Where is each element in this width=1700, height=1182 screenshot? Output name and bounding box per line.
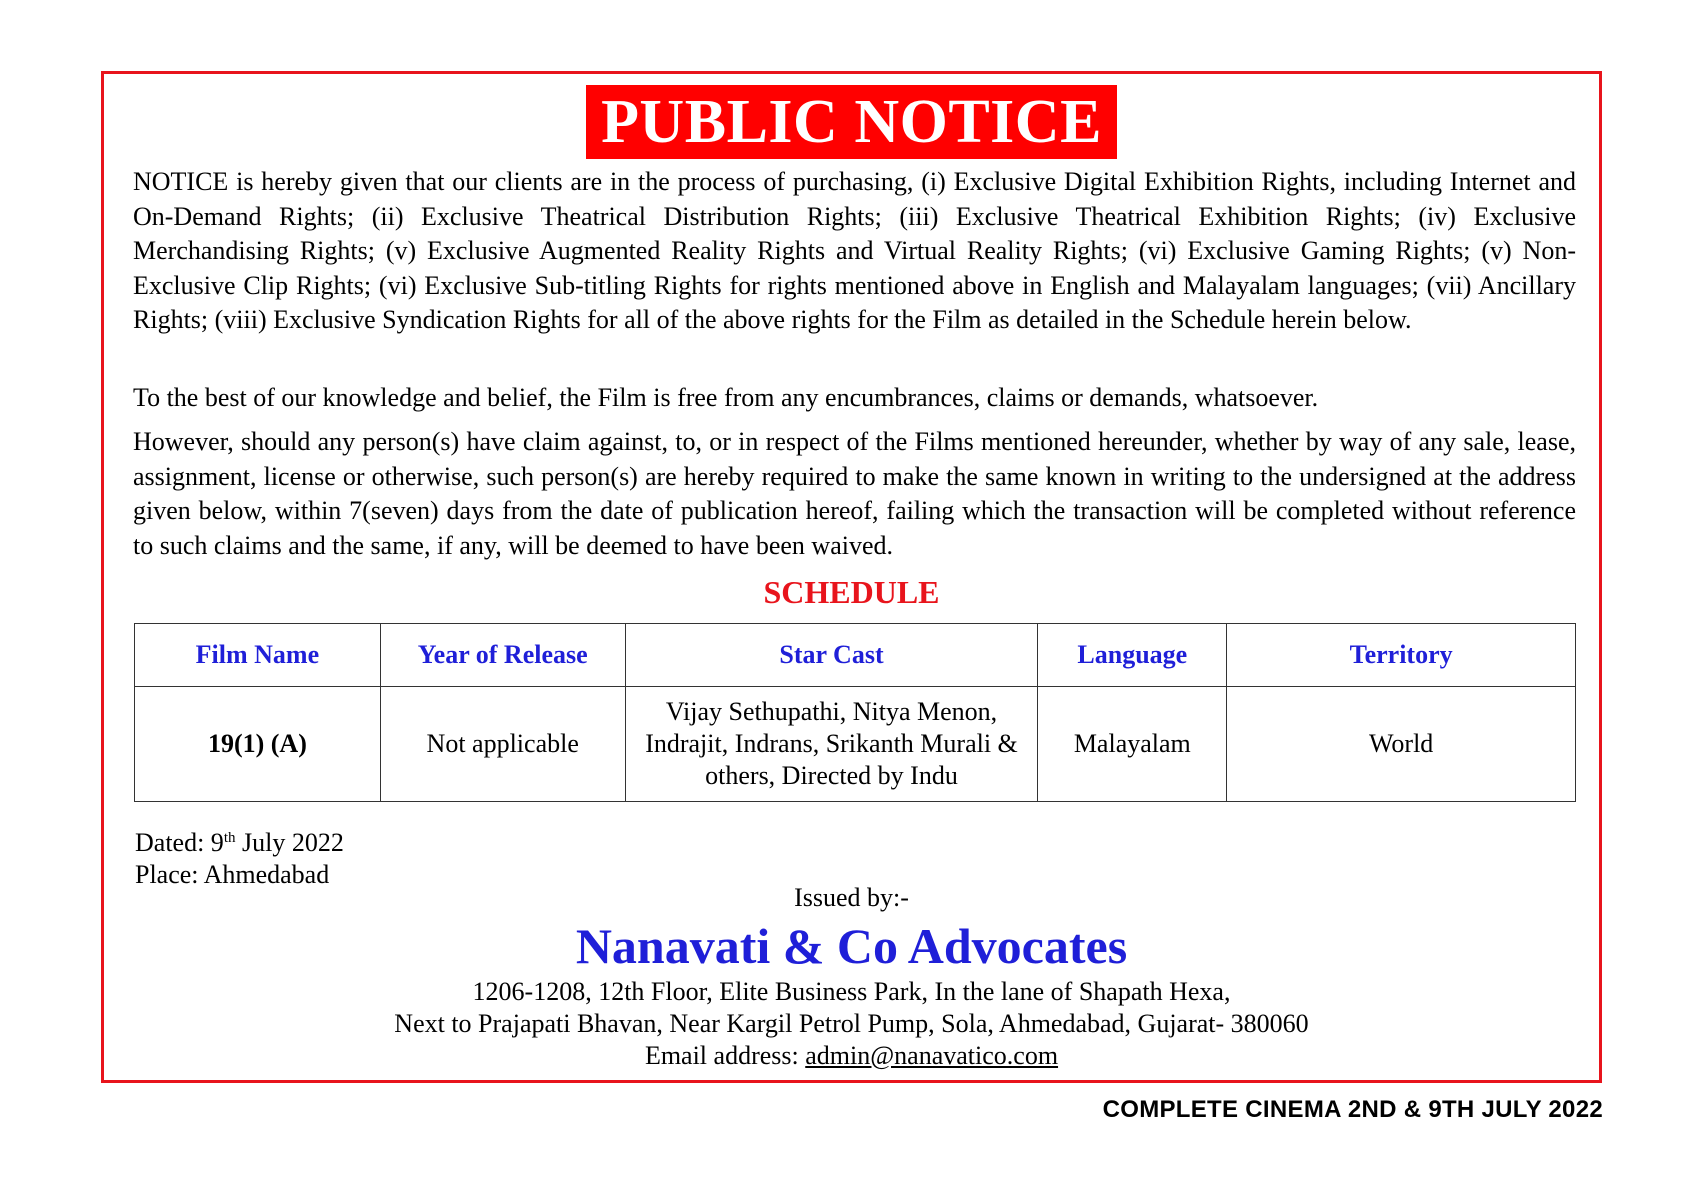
- paragraph-text: NOTICE is hereby given that our clients are in the process of purchasing, (i) Exclusive Digital Exhibition Rights, including Internet and On-Demand Rights; (ii) Exclusive Theatrical Distribution Rights; (iii) Exclusive Theatrical Exhibition Rights; (iv) Exclusive Merchandising Rights; (v) Exclusive Augmented Reality Rights and Virtual Reality Rights; (vi) Exclusive Gaming Rights; (v) Non-Exclusive Clip Rights; (vi) Exclusive Sub-titling Rights for rights mentioned above in English and Malayalam languages; (vii) Ancillary Rights; (viii) Exclusive Syndication Rights for all of the above rights for the Film as detailed in the Schedule herein below.: [133, 167, 1576, 334]
- star-cast-line-1: Vijay Sethupathi, Nitya Menon,: [665, 697, 998, 726]
- paragraph-text: To the best of our knowledge and belief, the Film is free from any encumbrances, claims or demands, whatsoever.: [133, 383, 1319, 412]
- notice-paragraph-3: [133, 425, 1576, 563]
- dated-label: Dated: 9: [135, 828, 224, 857]
- table-header-row: [135, 624, 1576, 687]
- notice-frame: [101, 71, 1602, 1083]
- schedule-table: [134, 623, 1576, 802]
- cell-film-name: 19(1) (A): [135, 687, 381, 802]
- place-line: Place: Ahmedabad: [135, 860, 330, 889]
- page-title: PUBLIC NOTICE: [586, 85, 1117, 159]
- cell-year-of-release: Not applicable: [380, 687, 625, 802]
- column-header-language: Language: [1038, 624, 1227, 687]
- address-block: [104, 976, 1599, 1072]
- email-line: [104, 1040, 1599, 1072]
- star-cast-line-3: others, Directed by Indu: [705, 761, 958, 790]
- paragraph-text: However, should any person(s) have claim against, to, or in respect of the Films mentioned hereunder, whether by way of any sale, lease, assignment, license or otherwise, such person(s) are hereby required to make the same known in writing to the undersigned at the address given below, within 7(seven) days from the date of publication hereof, failing which the transaction will be completed without reference to such claims and the same, if any, will be deemed to have been waived.: [133, 427, 1576, 560]
- cell-territory: World: [1227, 687, 1576, 802]
- firm-name: Nanavati & Co Advocates: [575, 918, 1128, 974]
- publication-footer: COMPLETE CINEMA 2ND & 9TH JULY 2022: [1102, 1096, 1603, 1123]
- address-line-1: 1206-1208, 12th Floor, Elite Business Park, In the lane of Shapath Hexa,: [472, 977, 1231, 1006]
- email-link[interactable]: admin@nanavatico.com: [805, 1041, 1059, 1070]
- title-wrap: [104, 85, 1599, 159]
- column-header-year: Year of Release: [380, 624, 625, 687]
- dated-rest: July 2022: [235, 828, 344, 857]
- schedule-heading: SCHEDULE: [763, 574, 940, 610]
- dated-ordinal: th: [223, 830, 236, 846]
- column-header-territory: Territory: [1227, 624, 1576, 687]
- column-header-film-name: Film Name: [135, 624, 381, 687]
- email-label: Email address:: [644, 1041, 806, 1070]
- dated-line: [135, 827, 344, 859]
- table-row: [135, 687, 1576, 802]
- address-line-2: Next to Prajapati Bhavan, Near Kargil Petrol Pump, Sola, Ahmedabad, Gujarat- 380060: [394, 1009, 1309, 1038]
- cell-star-cast: [625, 687, 1038, 802]
- star-cast-line-2: Indrajit, Indrans, Srikanth Murali &: [645, 729, 1018, 758]
- notice-paragraph-2: [133, 381, 1576, 416]
- issued-by: Issued by:-: [794, 883, 909, 912]
- cell-language: Malayalam: [1038, 687, 1227, 802]
- notice-paragraph-1: [133, 165, 1576, 338]
- column-header-star-cast: Star Cast: [625, 624, 1038, 687]
